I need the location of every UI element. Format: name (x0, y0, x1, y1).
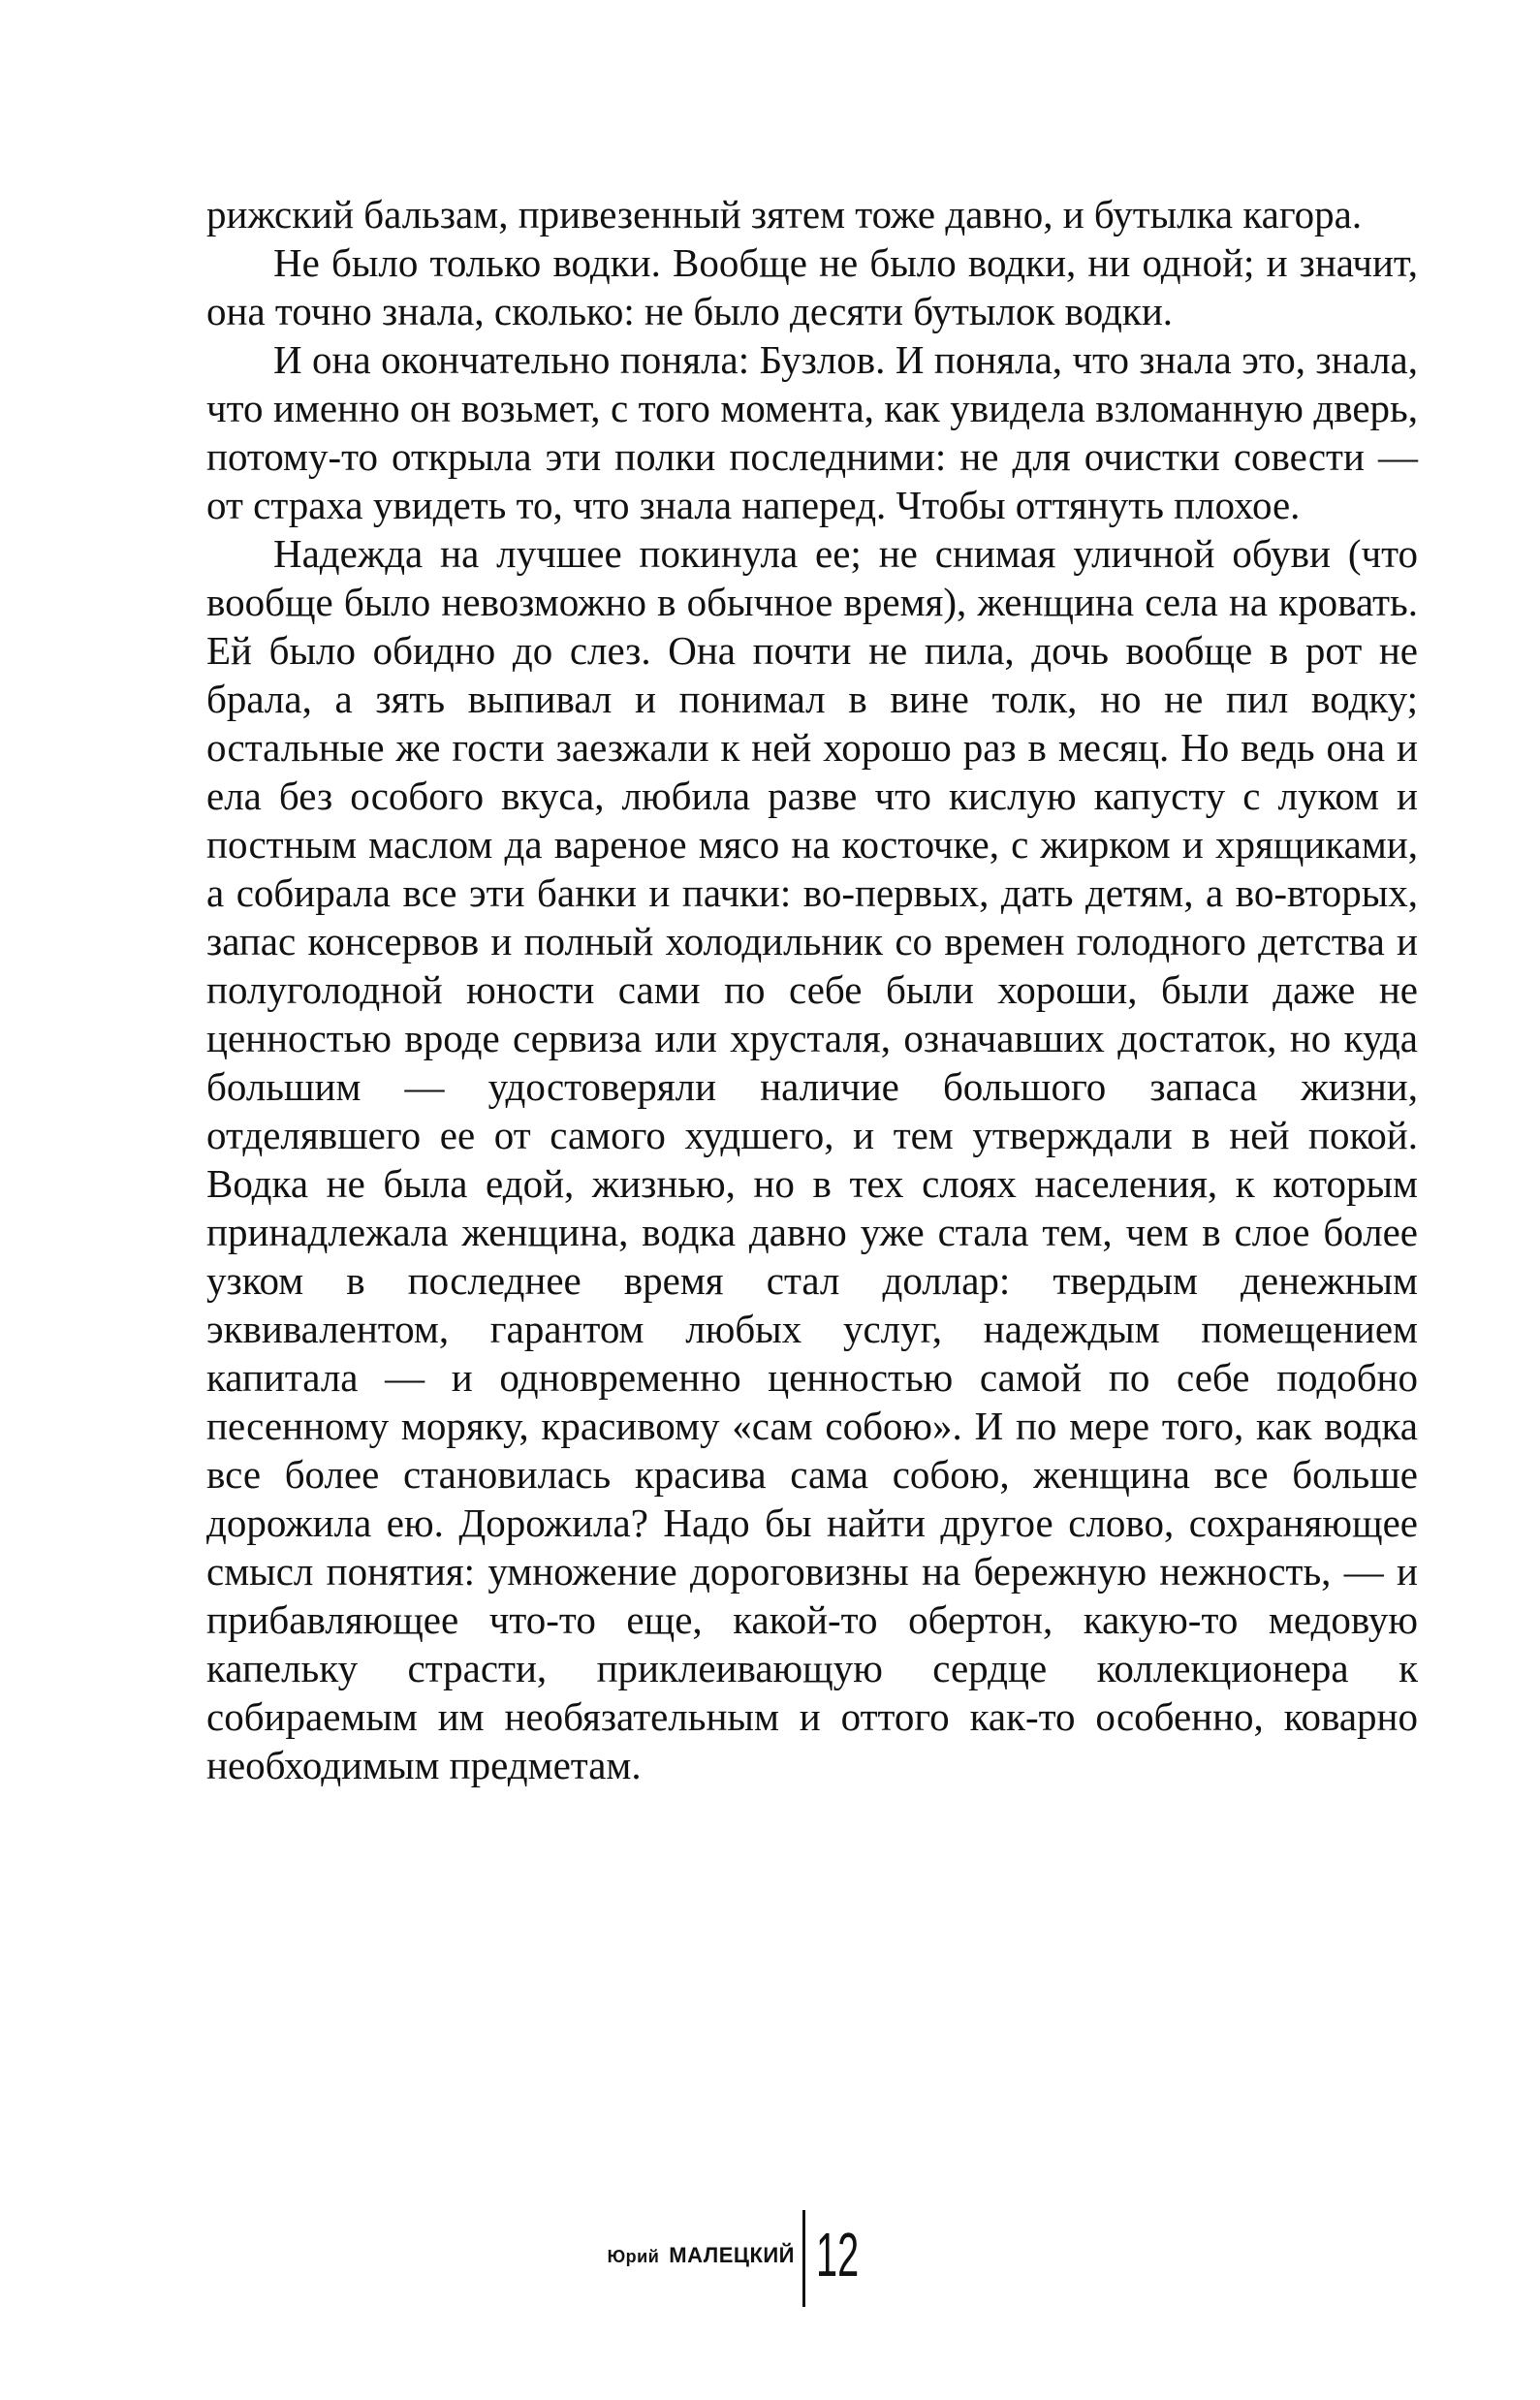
author-last-name: МАЛЕЦКИЙ (669, 2243, 795, 2267)
author-first-name: Юрий (607, 2247, 660, 2266)
paragraph: Надежда на лучшее покинула ее; не снимая уличной обуви (что вообще было невозможно в обычное время), женщина села на кровать. Ей было обидно до слез. Она почти не пила, дочь вообще в рот не брала, а зять выпивал и понимал в вине толк, но не пил водку; остальные же гости заезжали к ней хорошо раз в месяц. Но ведь она и ела без особого вкуса, любила разве что кислую капусту с луком и постным маслом да вареное мясо на косточке, с жирком и хрящиками, а собирала все эти банки и пачки: во-первых, дать детям, а во-вторых, запас консервов и полный холодильник со времен голодного детства и полуголодной юности сами по себе были хороши, были даже не ценностью вроде сервиза или хрусталя, означавших достаток, но куда большим — удостоверяли наличие большого запаса жизни, отделявшего ее от самого худшего, и тем утверждали в ней покой. Водка не была едой, жизнью, но в тех слоях населения, к которым принадлежала женщина, водка давно уже стала тем, чем в слое более узком в последнее время стал доллар: твердым денежным эквивалентом, гарантом любых услуг, надеждым помещением капитала — и одновременно ценностью самой по себе подобно песенному моряку, красивому «сам собою». И по мере того, как водка все более становилась красива сама собою, женщина все больше дорожила ею. Дорожила? Надо бы найти другое слово, сохраняющее смысл понятия: умножение дороговизны на бережную нежность, — и прибавляющее что-то еще, какой-то обертон, какую-то медовую капельку страсти, приклеивающую сердце коллекционера к собираемым им необязательным и оттого как-то особенно, коварно необходимым предметам. (206, 531, 1418, 1787)
paragraph: рижский бальзам, привезенный зятем тоже давно, и бутылка кагора. (206, 192, 1363, 237)
page-footer (0, 2210, 1540, 2307)
footer-divider (802, 2210, 805, 2307)
page-number: 12 (816, 2220, 860, 2289)
paragraph: Не было только водки. Вообще не было водки, ни одной; и значит, она точно знала, сколько: не было десяти бутылок водки. (206, 240, 1418, 333)
running-footer-author (608, 2243, 795, 2268)
body-text (206, 190, 1418, 1789)
paragraph: И она окончательно поняла: Бузлов. И поняла, что знала это, знала, что именно он возьмет, с того момента, как увидела взломанную дверь, потому-то открыла эти полки последними: не для очистки совести — от страха увидеть то, что знала наперед. Чтобы оттянуть плохое. (206, 337, 1418, 527)
